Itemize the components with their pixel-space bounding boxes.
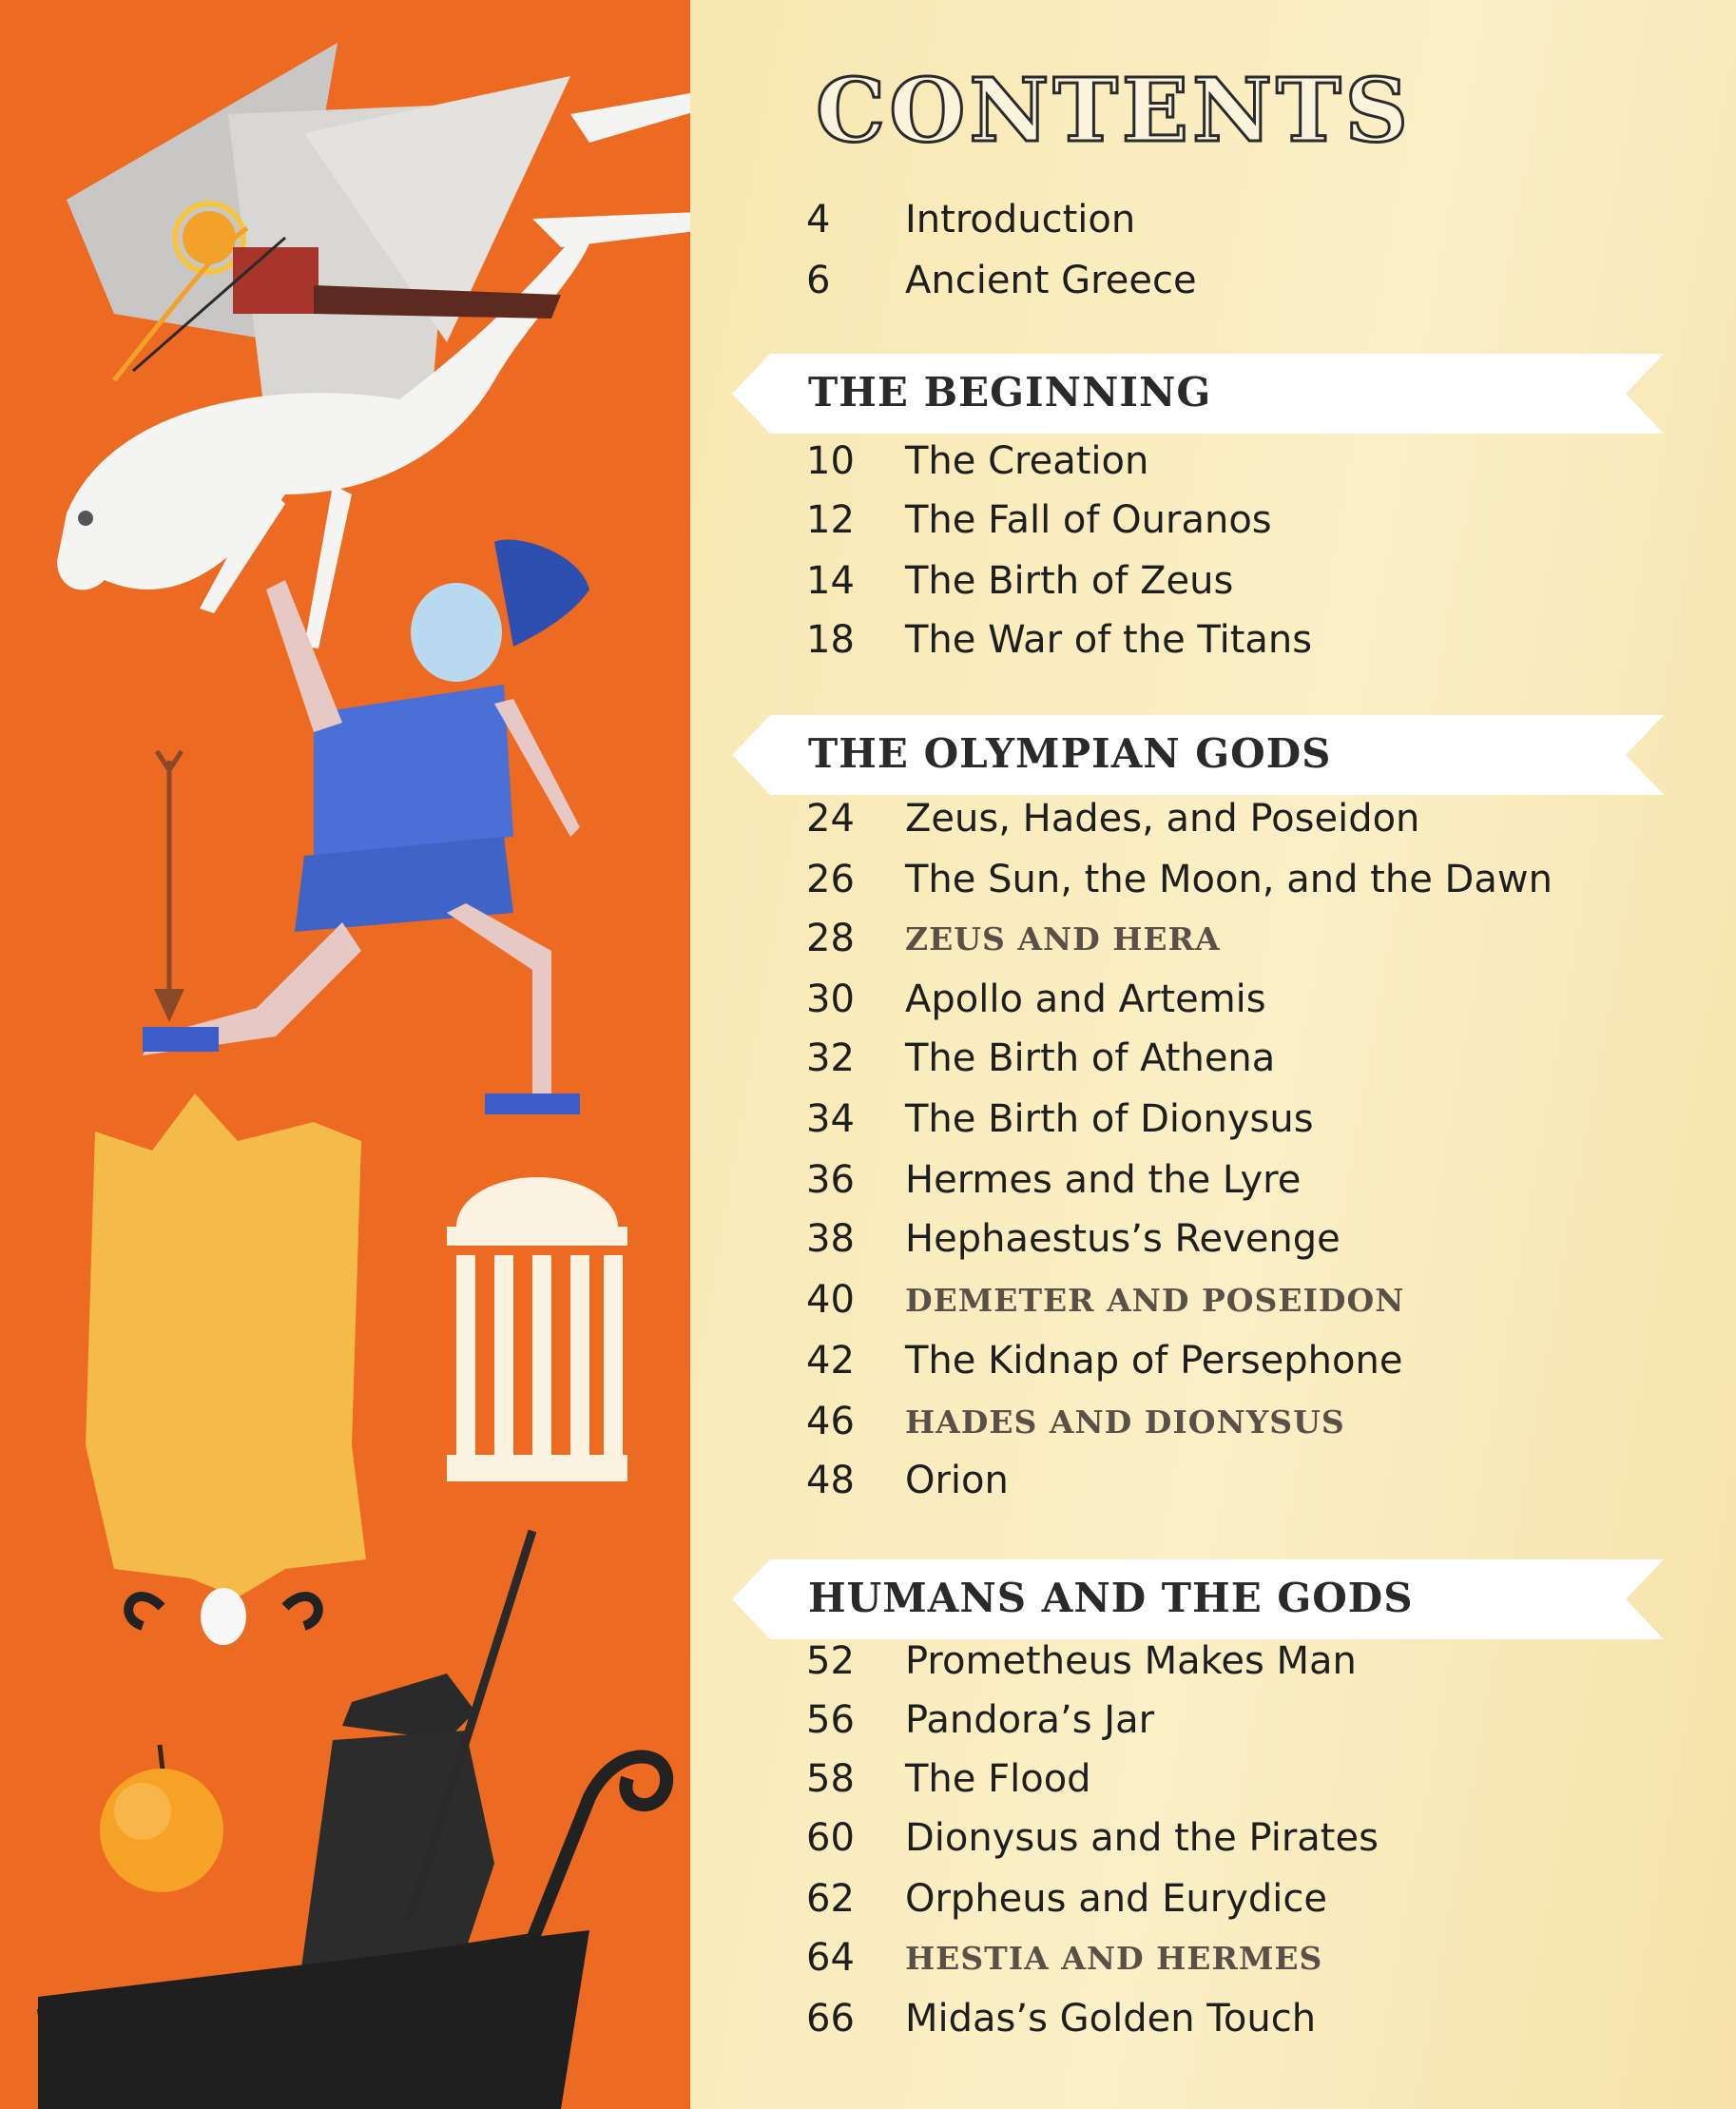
pegasus-illustration <box>57 43 690 648</box>
page-number: 30 <box>806 977 855 1021</box>
golden-apple-illustration <box>100 1745 223 1892</box>
page-number: 56 <box>806 1698 855 1742</box>
entry-title: The Creation <box>905 439 1149 483</box>
entry-title: The War of the Titans <box>905 618 1313 662</box>
list-item[interactable] <box>806 1036 1662 1093</box>
entry-title: The Sun, the Moon, and the Dawn <box>905 858 1553 901</box>
list-item[interactable] <box>806 618 1662 675</box>
page-number: 60 <box>806 1816 855 1860</box>
golden-fleece-illustration <box>86 1093 366 1645</box>
list-item[interactable] <box>806 1816 1662 1873</box>
list-item[interactable] <box>806 1278 1662 1335</box>
list-item[interactable] <box>806 259 1662 316</box>
page-number: 10 <box>806 439 855 483</box>
page-number: 46 <box>806 1400 855 1443</box>
list-item[interactable] <box>806 977 1662 1035</box>
page-number: 4 <box>806 198 831 242</box>
temple-illustration <box>447 1177 627 1481</box>
entry-title: The Birth of Athena <box>905 1036 1276 1080</box>
entry-title: Hermes and the Lyre <box>905 1158 1302 1202</box>
list-item[interactable] <box>806 797 1662 854</box>
page-number: 32 <box>806 1036 855 1080</box>
entry-title: Orpheus and Eurydice <box>905 1877 1328 1921</box>
list-item[interactable] <box>806 439 1662 496</box>
page-number: 66 <box>806 1997 855 2041</box>
section-heading: THE OLYMPIAN GODS <box>808 730 1332 777</box>
section-banner <box>732 715 1664 795</box>
page-number: 58 <box>806 1757 855 1801</box>
page-number: 6 <box>806 259 831 302</box>
list-item[interactable] <box>806 498 1662 555</box>
page-number: 36 <box>806 1158 855 1202</box>
page-number: 40 <box>806 1278 855 1322</box>
list-item[interactable] <box>806 858 1662 915</box>
list-item[interactable] <box>806 1097 1662 1154</box>
entry-title: Introduction <box>905 198 1136 242</box>
entry-title: Hephaestus’s Revenge <box>905 1217 1341 1261</box>
list-item[interactable] <box>806 1997 1662 2054</box>
list-item[interactable] <box>806 1217 1662 1274</box>
list-item[interactable] <box>806 559 1662 616</box>
list-item[interactable] <box>806 1936 1662 1993</box>
entry-title: HADES AND DIONYSUS <box>905 1403 1345 1441</box>
entry-title: The Flood <box>905 1757 1091 1801</box>
list-item[interactable] <box>806 1877 1662 1934</box>
list-item[interactable] <box>806 1698 1662 1755</box>
page-number: 14 <box>806 559 855 603</box>
section-heading: THE BEGINNING <box>808 369 1212 416</box>
section-banner <box>732 1559 1664 1639</box>
page-number: 26 <box>806 858 855 901</box>
page-number: 24 <box>806 797 855 841</box>
entry-title: Midas’s Golden Touch <box>905 1997 1317 2041</box>
page-title: CONTENTS <box>816 59 1413 162</box>
arrow-illustration <box>154 751 184 1022</box>
entry-title: Pandora’s Jar <box>905 1698 1155 1742</box>
list-item[interactable] <box>806 1158 1662 1215</box>
page-number: 52 <box>806 1639 855 1683</box>
entry-title: Orion <box>905 1459 1009 1502</box>
page-number: 34 <box>806 1097 855 1141</box>
entry-title: Zeus, Hades, and Poseidon <box>905 797 1420 841</box>
entry-title: The Fall of Ouranos <box>905 498 1272 542</box>
entry-title: Prometheus Makes Man <box>905 1639 1357 1683</box>
page-number: 28 <box>806 917 855 960</box>
list-item[interactable] <box>806 1339 1662 1396</box>
illustration-panel <box>0 0 690 2109</box>
section-heading: HUMANS AND THE GODS <box>808 1575 1414 1621</box>
entry-title: Ancient Greece <box>905 259 1197 302</box>
list-item[interactable] <box>806 917 1662 974</box>
list-item[interactable] <box>806 1639 1662 1696</box>
page-number: 38 <box>806 1217 855 1261</box>
section-banner <box>732 354 1664 434</box>
entry-title: ZEUS AND HERA <box>905 920 1221 958</box>
list-item[interactable] <box>806 1459 1662 1516</box>
entry-title: The Birth of Dionysus <box>905 1097 1314 1141</box>
entry-title: The Kidnap of Persephone <box>905 1339 1403 1383</box>
entry-title: DEMETER AND POSEIDON <box>905 1282 1405 1319</box>
page-number: 62 <box>806 1877 855 1921</box>
list-item[interactable] <box>806 1757 1662 1814</box>
entry-title: Apollo and Artemis <box>905 977 1266 1021</box>
list-item[interactable] <box>806 1400 1662 1457</box>
list-item[interactable] <box>806 198 1662 255</box>
page-number: 42 <box>806 1339 855 1383</box>
entry-title: HESTIA AND HERMES <box>905 1940 1323 1977</box>
page-number: 18 <box>806 618 855 662</box>
entry-title: Dionysus and the Pirates <box>905 1816 1379 1860</box>
page-number: 12 <box>806 498 855 542</box>
page-number: 48 <box>806 1459 855 1502</box>
warrior-illustration <box>143 539 589 1114</box>
page-number: 64 <box>806 1936 855 1980</box>
entry-title: The Birth of Zeus <box>905 559 1234 603</box>
